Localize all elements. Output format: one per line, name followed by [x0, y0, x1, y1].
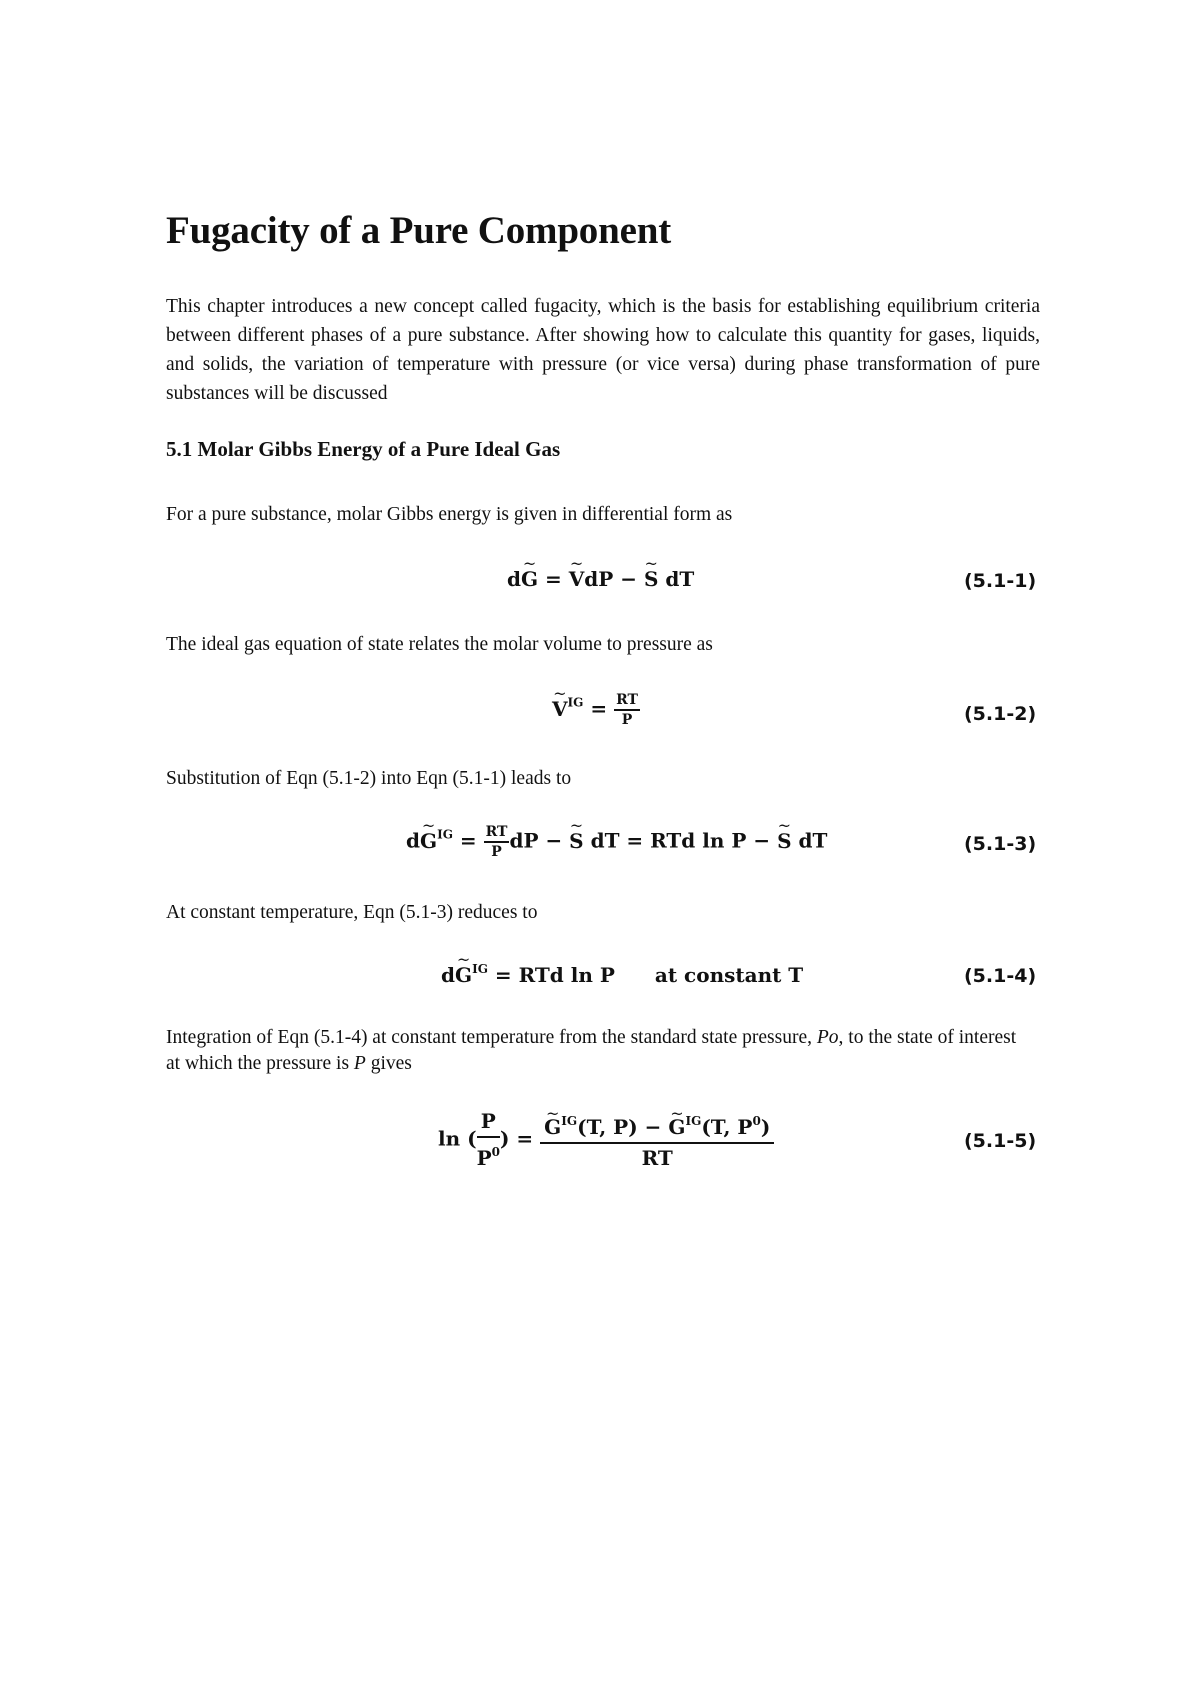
intro-paragraph: This chapter introduces a new concept called fugacity, which is the basis for establishing equilibrium criteria between different phases of a pure substance. After showing how to calculate this quantity for gases, liquids, and solids, the variation of temperature with pressure (or vice versa) during phase transformation of pure substances will be discussed [166, 296, 1040, 404]
equation-number-5-1-3: (5.1-3) [964, 833, 1037, 855]
equation-5-1-1: d~ G = ~ VdP − ~ S dT [507, 567, 694, 591]
equation-note: at constant T [654, 963, 804, 987]
paragraph-3: Substitution of Eqn (5.1-2) into Eqn (5.1-1) leads to [166, 768, 572, 789]
equation-5-1-4: d~ $G^{IG}$ = RTd ln P at constant T [441, 962, 803, 987]
equation-number-5-1-5: (5.1-5) [964, 1130, 1037, 1152]
page-title: Fugacity of a Pure Component [166, 209, 671, 252]
equation-number-5-1-2: (5.1-2) [964, 703, 1037, 725]
equation-number-5-1-4: (5.1-4) [964, 965, 1037, 987]
equation-5-1-3: d~ $G^{IG}$ = $\frac{RT}{P}$ dP − ~ S dT = RTd ln P − ~ S dT [406, 823, 827, 861]
paragraph-4: At constant temperature, Eqn (5.1-3) reduces to [166, 902, 538, 923]
paragraph-5: Integration of Eqn (5.1-4) at constant temperature from the standard state pressure, Po, to the state of interest at which the pressure is P gives [166, 1027, 1017, 1074]
equation-5-1-5: ln ( $\frac{P}{P^0}$ ) = ~ $G^{IG}(T$, P) − ~ $G^{IG}(T$, $P^0$) RT [438, 1108, 774, 1172]
paragraph-1: For a pure substance, molar Gibbs energy is given in differential form as [166, 504, 733, 525]
equation-5-1-2: ~ $V^{IG}$ = $\frac{RT}{P}$ [552, 691, 640, 729]
paragraph-2: The ideal gas equation of state relates the molar volume to pressure as [166, 634, 713, 655]
equation-number-5-1-1: (5.1-1) [964, 570, 1037, 592]
section-heading: 5.1 Molar Gibbs Energy of a Pure Ideal Gas [166, 437, 561, 461]
